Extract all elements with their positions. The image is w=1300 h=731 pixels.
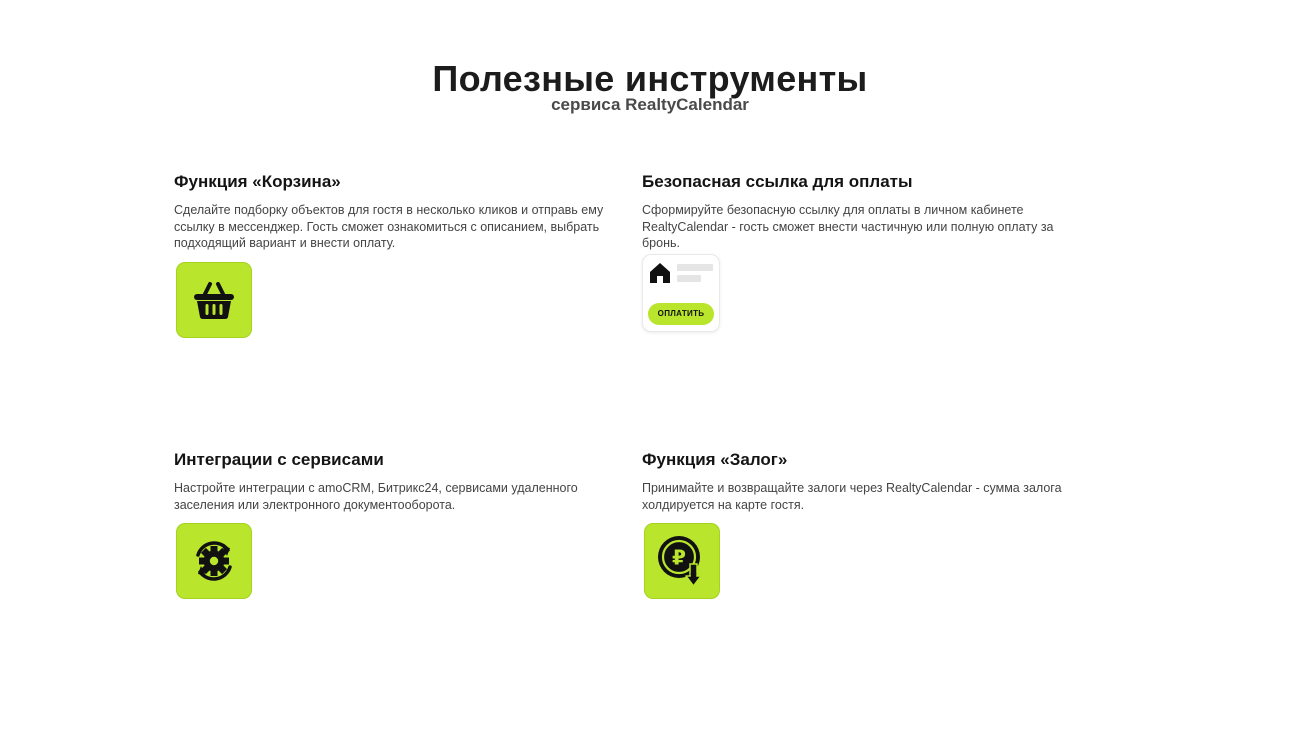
- feature-card-payment-link: [642, 171, 1082, 332]
- gear-sync-icon: [176, 523, 252, 599]
- feature-title: Интеграции с сервисами: [174, 450, 384, 469]
- placeholder-line: [677, 264, 713, 271]
- pay-button[interactable]: ОПЛАТИТЬ: [648, 303, 714, 325]
- page-subtitle: сервиса RealtyCalendar: [551, 95, 749, 114]
- placeholder-line: [677, 275, 701, 282]
- feature-title: Безопасная ссылка для оплаты: [642, 172, 913, 191]
- page-title: Полезные инструменты: [432, 58, 868, 100]
- feature-card-basket: [174, 171, 614, 338]
- feature-description: Сделайте подборку объектов для гостя в несколько кликов и отправь ему ссылку в мессенджер. Гость сможет ознакомиться с описанием, выбрать подходящий вариант и внести оплату.: [174, 203, 604, 250]
- payment-widget: [642, 254, 720, 332]
- feature-title: Функция «Корзина»: [174, 172, 341, 191]
- svg-text:₽: ₽: [672, 545, 686, 570]
- feature-card-deposit: [642, 449, 1082, 599]
- feature-description: Принимайте и возвращайте залоги через RealtyCalendar - сумма залога холдируется на карте гостя.: [642, 481, 1062, 512]
- feature-title: Функция «Залог»: [642, 450, 788, 469]
- feature-card-integrations: [174, 449, 614, 599]
- basket-icon: [176, 262, 252, 338]
- ruble-deposit-icon: [644, 523, 720, 599]
- house-icon: [649, 262, 671, 284]
- feature-description: Настройте интеграции с amoCRM, Битрикс24, сервисами удаленного заселения или электронного документооборота.: [174, 481, 578, 512]
- feature-description: Сформируйте безопасную ссылку для оплаты в личном кабинете RealtyCalendar - гость сможет внести частичную или полную оплату за бронь.: [642, 203, 1054, 250]
